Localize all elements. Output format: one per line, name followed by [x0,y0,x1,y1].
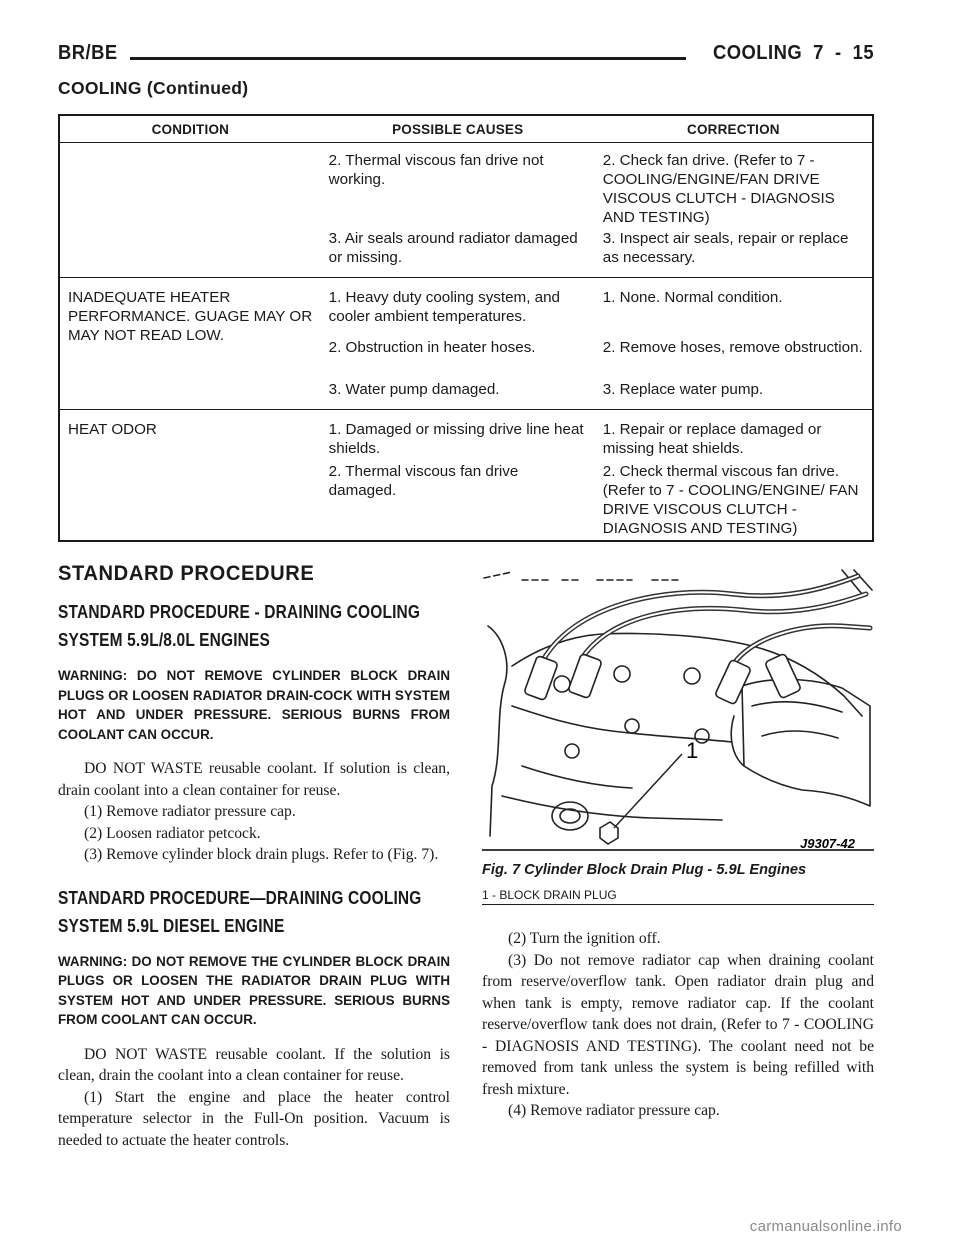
table-header-row [59,115,873,143]
correction-cell: 1. None. Normal condition. [602,289,783,306]
section-continued-title: COOLING (Continued) [58,78,249,98]
standard-procedure-heading: STANDARD PROCEDURE [58,562,315,585]
intro-gas: DO NOT WASTE reusable coolant. If solution is clean, drain coolant into a clean container for reuse. [58,760,450,799]
step-diesel-3: (3) Do not remove radiator cap when draining coolant from reserve/overflow tank. Open radiator drain plug and when tank is empty, remove radiator cap. If the coolant reserve/overflow tank does not drain, (Refer to 7 - COOLING - DIAGNOSIS AND TESTING). The coolant need not be removed from tank unless the system is being refilled with fresh mixture. [482,951,874,1098]
step-diesel-2: (2) Turn the ignition off. [508,930,661,947]
procedure-title-diesel: STANDARD PROCEDURE—DRAINING COOLING SYSTEM 5.9L DIESEL ENGINE [58,887,422,936]
left-column [58,562,450,1151]
col-correction: CORRECTION [595,115,873,143]
procedure-title-gas: STANDARD PROCEDURE - DRAINING COOLING SYSTEM 5.9L/8.0L ENGINES [58,602,421,650]
cause-cell: 2. Obstruction in heater hoses. [328,339,536,356]
cause-cell: 2. Thermal viscous fan drive damaged. [328,463,519,499]
table-row [59,278,873,339]
correction-cell: 3. Replace water pump. [595,380,873,410]
correction-cell: 2. Remove hoses, remove obstruction. [602,339,863,356]
correction-cell: 3. Inspect air seals, repair or replace as necessary. [595,229,873,278]
correction-cell: 2. Check thermal viscous fan drive. (Refer to 7 - COOLING/ENGINE/ FAN DRIVE VISCOUS CLUTCH - DIAGNOSIS AND TESTING) [602,463,859,537]
figure-id: J9307-42 [800,836,855,851]
table-row [59,410,873,463]
right-column [482,928,874,1122]
warning-diesel: WARNING: DO NOT REMOVE THE CYLINDER BLOCK DRAIN PLUGS OR LOOSEN THE RADIATOR DRAIN PLUG WITH SYSTEM HOT AND UNDER PRESSURE. SERIOUS BURNS FROM COOLANT CAN OCCUR. [58,953,450,1027]
condition-cell: INADEQUATE HEATER PERFORMANCE. GUAGE MAY OR MAY NOT READ LOW. [59,278,321,410]
figure-cylinder-block [482,566,874,856]
diagnosis-table [58,114,874,542]
cause-cell: 2. Thermal viscous fan drive not working. [328,152,544,188]
cause-cell: 1. Heavy duty cooling system, and cooler ambient temperatures. [328,289,560,325]
header-rule [130,57,686,60]
cause-cell: 1. Damaged or missing drive line heat shields. [328,421,584,457]
condition-cell [59,143,321,278]
warning-gas: WARNING: DO NOT REMOVE CYLINDER BLOCK DRAIN PLUGS OR LOOSEN RADIATOR DRAIN-COCK WITH SYSTEM HOT AND UNDER PRESSURE. SERIOUS BURNS FROM COOLANT CAN OCCUR. [58,668,450,742]
col-possible-causes: POSSIBLE CAUSES [321,115,595,143]
page-header [58,42,874,78]
step-gas-2: (2) Loosen radiator petcock. [84,824,261,842]
table-row [59,143,873,230]
step-gas-1: (1) Remove radiator pressure cap. [84,803,296,820]
correction-cell: 1. Repair or replace damaged or missing heat shields. [602,421,822,457]
intro-diesel: DO NOT WASTE reusable coolant. If the solution is clean, drain the coolant into a clean container for reuse. [58,1045,450,1084]
watermark: carmanualsonline.info [749,1218,902,1235]
cause-cell: 3. Air seals around radiator damaged or missing. [321,229,595,278]
step-diesel-1: (1) Start the engine and place the heater control temperature selector in the Full-On position. Vacuum is needed to actuate the heater controls. [58,1088,450,1149]
engine-drawing [482,566,874,856]
header-section-page: COOLING 7 - 15 [712,42,874,64]
cause-cell: 3. Water pump damaged. [321,380,595,410]
step-diesel-4: (4) Remove radiator pressure cap. [508,1102,720,1119]
figure-caption: Fig. 7 Cylinder Block Drain Plug - 5.9L Engines [482,862,807,878]
step-gas-3: (3) Remove cylinder block drain plugs. Refer to (Fig. 7). [84,846,439,863]
col-condition: CONDITION [59,115,321,143]
condition-cell: HEAT ODOR [68,421,157,438]
figure-legend: 1 - BLOCK DRAIN PLUG [482,888,874,905]
callout-label: 1 [686,738,699,763]
correction-cell: 2. Check fan drive. (Refer to 7 - COOLING/ENGINE/FAN DRIVE VISCOUS CLUTCH - DIAGNOSIS AND TESTING) [602,152,835,226]
header-model: BR/BE [58,42,118,64]
